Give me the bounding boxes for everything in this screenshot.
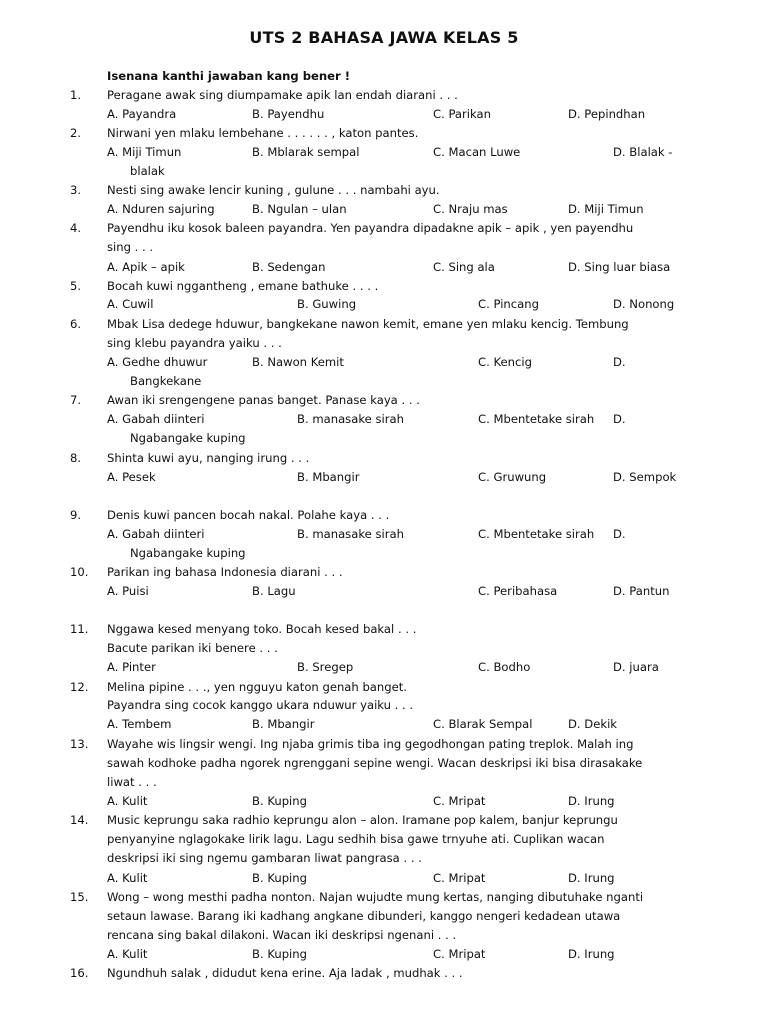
answer-option: B. Kuping xyxy=(252,871,307,885)
answer-option: C. Mbentetake sirah xyxy=(478,412,595,426)
answer-option: D. Dekik xyxy=(568,717,618,731)
answer-option: A. Tembem xyxy=(107,717,172,731)
answer-option: C. Parikan xyxy=(433,107,491,121)
question-text-continuation: Bacute parikan iki benere . . . xyxy=(107,641,278,655)
question-number: 9. xyxy=(70,508,82,522)
answer-option: A. Payandra xyxy=(107,107,177,121)
answer-option: D. Blalak - xyxy=(613,145,673,159)
answer-option: D. Irung xyxy=(568,947,615,961)
page-title: UTS 2 BAHASA JAWA KELAS 5 xyxy=(249,28,519,47)
answer-option: B. Ngulan – ulan xyxy=(252,202,347,216)
answer-option: B. Guwing xyxy=(297,297,357,311)
question-text: Ngundhuh salak , didudut kena erine. Aja ladak , mudhak . . . xyxy=(107,966,463,980)
answer-option: B. Sedengan xyxy=(252,260,326,274)
answer-option: D. xyxy=(613,412,626,426)
question-text-continuation: setaun lawase. Barang iki kadhang angkane dibunderi, kanggo nengeri kedadean utawa xyxy=(107,909,621,923)
question-text-continuation: liwat . . . xyxy=(107,775,157,789)
question-text: Awan iki srengengene panas banget. Panase kaya . . . xyxy=(107,393,420,407)
question-text: Shinta kuwi ayu, nanging irung . . . xyxy=(107,451,310,465)
answer-option: D. Pantun xyxy=(613,584,670,598)
answer-option: A. Nduren sajuring xyxy=(107,202,215,216)
answer-option: C. Mripat xyxy=(433,794,486,808)
question-number: 2. xyxy=(70,126,82,140)
question-text: Parikan ing bahasa Indonesia diarani . . . xyxy=(107,565,343,579)
question-text: Melina pipine . . ., yen ngguyu katon genah banget. xyxy=(107,680,407,694)
answer-option: B. Mbangir xyxy=(252,717,315,731)
answer-option: C. Nraju mas xyxy=(433,202,508,216)
answer-option: D. Pepindhan xyxy=(568,107,646,121)
question-text-continuation: sing klebu payandra yaiku . . . xyxy=(107,336,282,350)
question-number: 1. xyxy=(70,88,82,102)
answer-option: C. Mbentetake sirah xyxy=(478,527,595,541)
question-number: 4. xyxy=(70,221,82,235)
question-number: 5. xyxy=(70,279,82,293)
answer-option: C. Macan Luwe xyxy=(433,145,521,159)
answer-option: C. Peribahasa xyxy=(478,584,558,598)
question-number: 15. xyxy=(70,890,89,904)
answer-option: C. Bodho xyxy=(478,660,531,674)
answer-option: D. Irung xyxy=(568,794,615,808)
answer-option: A. Pesek xyxy=(107,470,156,484)
answer-option: B. Mblarak sempal xyxy=(252,145,360,159)
answer-option: D. Sing luar biasa xyxy=(568,260,671,274)
answer-option: A. Kulit xyxy=(107,794,148,808)
question-text: Bocah kuwi nggantheng , emane bathuke . . . . xyxy=(107,279,379,293)
answer-option: C. Mripat xyxy=(433,947,486,961)
answer-option: B. Kuping xyxy=(252,794,307,808)
question-text-continuation: Payandra sing cocok kanggo ukara nduwur yaiku . . . xyxy=(107,698,414,712)
answer-option: A. Apik – apik xyxy=(107,260,185,274)
answer-option-continuation: Ngabangake kuping xyxy=(130,546,246,560)
question-text: Wong – wong mesthi padha nonton. Najan wujudte mung kertas, nanging dibutuhake nganti xyxy=(107,890,644,904)
question-text: Peragane awak sing diumpamake apik lan endah diarani . . . xyxy=(107,88,458,102)
question-number: 10. xyxy=(70,565,89,579)
question-number: 3. xyxy=(70,183,82,197)
answer-option: D. xyxy=(613,527,626,541)
question-text-continuation: deskripsi iki sing ngemu gambaran liwat pangrasa . . . xyxy=(107,851,422,865)
question-text-continuation: sing . . . xyxy=(107,240,154,254)
answer-option: C. Gruwung xyxy=(478,470,547,484)
question-number: 14. xyxy=(70,813,89,827)
answer-option: C. Pincang xyxy=(478,297,539,311)
answer-option-continuation: blalak xyxy=(130,164,165,178)
answer-option: D. Irung xyxy=(568,871,615,885)
question-text-continuation: sawah kodhoke padha ngorek ngrenggani sepine wengi. Wacan deskripsi iki bisa dirasakake xyxy=(107,756,643,770)
answer-option: A. Gabah diinteri xyxy=(107,412,205,426)
answer-option-continuation: Ngabangake kuping xyxy=(130,431,246,445)
answer-option: B. Nawon Kemit xyxy=(252,355,344,369)
question-text: Nesti sing awake lencir kuning , gulune . . . nambahi ayu. xyxy=(107,183,440,197)
question-number: 6. xyxy=(70,317,82,331)
question-text: Nggawa kesed menyang toko. Bocah kesed bakal . . . xyxy=(107,622,417,636)
answer-option: A. Gedhe dhuwur xyxy=(107,355,208,369)
answer-option: A. Gabah diinteri xyxy=(107,527,205,541)
question-number: 7. xyxy=(70,393,82,407)
answer-option: B. Kuping xyxy=(252,947,307,961)
answer-option: D. juara xyxy=(613,660,659,674)
answer-option: A. Miji Timun xyxy=(107,145,182,159)
answer-option: B. Sregep xyxy=(297,660,354,674)
answer-option: C. Mripat xyxy=(433,871,486,885)
instruction: Isenana kanthi jawaban kang bener ! xyxy=(107,69,351,83)
answer-option: C. Sing ala xyxy=(433,260,495,274)
question-number: 8. xyxy=(70,451,82,465)
question-number: 13. xyxy=(70,737,89,751)
answer-option: A. Cuwil xyxy=(107,297,154,311)
question-text: Music keprungu saka radhio keprungu alon – alon. Iramane pop kalem, banjur keprungu xyxy=(107,813,618,827)
question-text: Wayahe wis lingsir wengi. Ing njaba grimis tiba ing gegodhongan pating treplok. Malah ing xyxy=(107,737,634,751)
question-text-continuation: penyanyine nglagokake lirik lagu. Lagu sedhih bisa gawe trnyuhe ati. Cuplikan wacan xyxy=(107,832,605,846)
answer-option: B. manasake sirah xyxy=(297,527,404,541)
question-number: 12. xyxy=(70,680,89,694)
answer-option: B. manasake sirah xyxy=(297,412,404,426)
answer-option: A. Kulit xyxy=(107,947,148,961)
question-text: Payendhu iku kosok baleen payandra. Yen payandra dipadakne apik – apik , yen payendhu xyxy=(107,221,634,235)
answer-option: B. Lagu xyxy=(252,584,296,598)
answer-option: A. Pinter xyxy=(107,660,156,674)
answer-option: D. Nonong xyxy=(613,297,675,311)
answer-option-continuation: Bangkekane xyxy=(130,374,202,388)
answer-option: D. Miji Timun xyxy=(568,202,644,216)
question-number: 16. xyxy=(70,966,89,980)
question-text: Denis kuwi pancen bocah nakal. Polahe kaya . . . xyxy=(107,508,390,522)
answer-option: D. xyxy=(613,355,626,369)
answer-option: B. Mbangir xyxy=(297,470,360,484)
answer-option: D. Sempok xyxy=(613,470,677,484)
answer-option: A. Puisi xyxy=(107,584,149,598)
answer-option: B. Payendhu xyxy=(252,107,325,121)
answer-option: C. Blarak Sempal xyxy=(433,717,533,731)
question-text-continuation: rencana sing bakal dilakoni. Wacan iki deskripsi ngenani . . . xyxy=(107,928,457,942)
question-text: Mbak Lisa dedege hduwur, bangkekane nawon kemit, emane yen mlaku kencig. Tembung xyxy=(107,317,629,331)
question-number: 11. xyxy=(70,622,89,636)
answer-option: A. Kulit xyxy=(107,871,148,885)
answer-option: C. Kencig xyxy=(478,355,532,369)
question-text: Nirwani yen mlaku lembehane . . . . . . , katon pantes. xyxy=(107,126,419,140)
